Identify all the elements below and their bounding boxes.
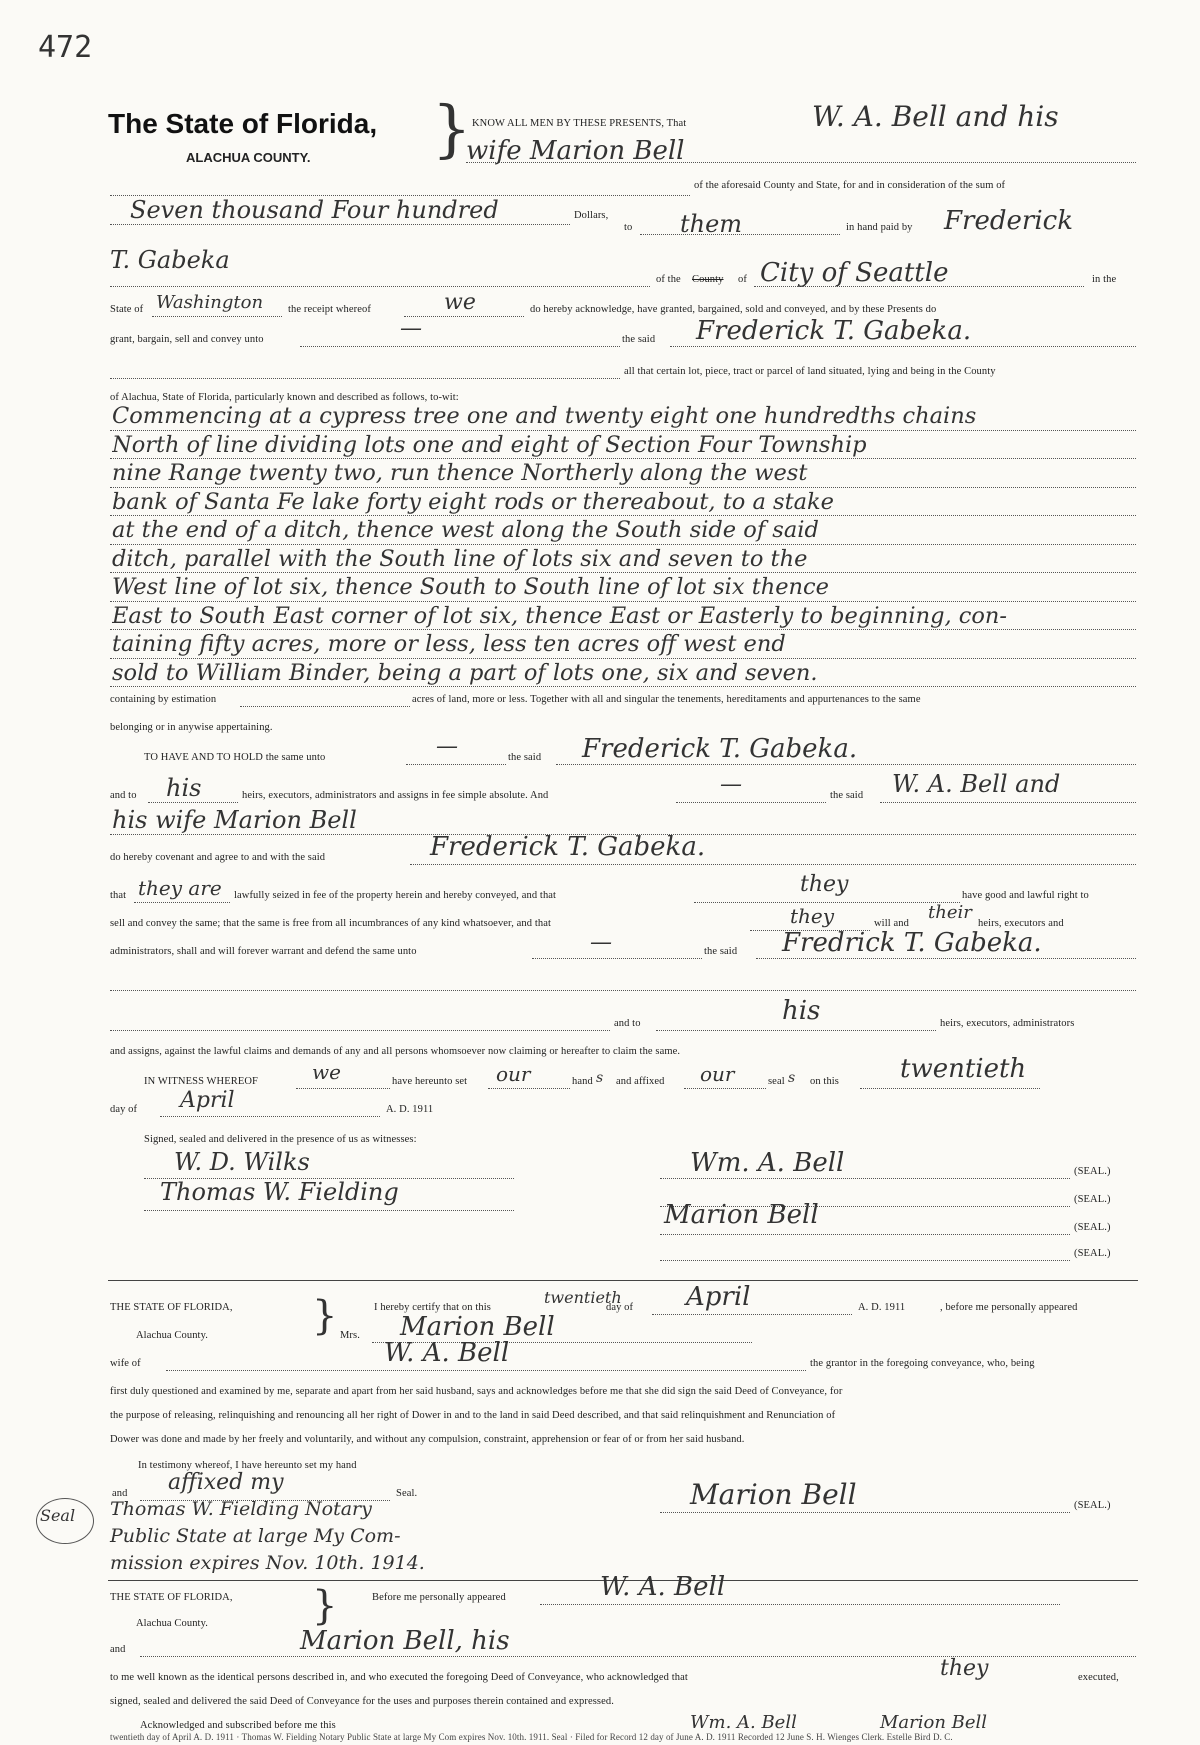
rec-day: 12 xyxy=(775,1732,785,1742)
to-text: to xyxy=(624,222,633,233)
legal-rule xyxy=(110,515,1136,516)
witness2-line xyxy=(144,1210,514,1211)
grantor-again-handwriting: W. A. Bell and xyxy=(892,770,1061,798)
day-of-text: day of xyxy=(110,1104,138,1115)
hands-text: hand xyxy=(572,1076,593,1087)
ack-person-2: Marion Bell, his xyxy=(300,1626,510,1656)
dower-seal: Seal. xyxy=(396,1488,418,1499)
habendum-line xyxy=(406,764,506,765)
ack-notary-1: Thomas W. Fielding Notary xyxy=(241,1732,345,1742)
filed-day: 12 xyxy=(638,1732,648,1742)
state-handwriting: Washington xyxy=(156,292,264,313)
state-line xyxy=(152,316,282,317)
ack-seal-stamp: Seal xyxy=(551,1732,568,1742)
aforesaid-text: of the aforesaid County and State, for and in consideration of the sum of xyxy=(694,180,1006,191)
ack-before: Before me personally appeared xyxy=(372,1592,506,1603)
notary-line: mission expires Nov. 10th. 1914. xyxy=(110,1552,425,1574)
the-said-text: the said xyxy=(622,334,656,345)
state-title: The State of Florida, xyxy=(108,108,378,139)
have-good-text: have good and lawful right to xyxy=(962,890,1089,901)
know-all-text: KNOW ALL MEN BY THESE PRESENTS, That xyxy=(472,118,687,129)
covenant-line xyxy=(410,864,1136,865)
witness-text: IN WITNESS WHEREOF xyxy=(144,1076,258,1087)
grantor-handwriting-2: wife Marion Bell xyxy=(466,136,685,166)
ack-body-2: signed, sealed and delivered the said Deed of Conveyance for the uses and purposes therein contained and expressed. xyxy=(110,1696,614,1707)
and-to-text-2: and to xyxy=(614,1018,641,1029)
ad-text: A. D. 1911 xyxy=(386,1104,434,1115)
ack-they: they xyxy=(940,1656,989,1681)
dower-ad: A. D. 1911 xyxy=(858,1302,906,1313)
wife-of-text: wife of xyxy=(110,1358,141,1369)
grant-dash: — xyxy=(400,316,422,341)
county-heading: ALACHUA COUNTY. xyxy=(186,150,311,165)
legal-line: West line of lot six, thence South to South line of lot six thence xyxy=(112,574,829,600)
that-text: that xyxy=(110,890,127,901)
blank-line-4 xyxy=(110,1030,610,1031)
dower-seal-stamp: Seal xyxy=(40,1506,76,1525)
his-line xyxy=(148,802,238,803)
containing-text: containing by estimation xyxy=(110,694,217,705)
blank-line-3 xyxy=(110,990,1136,991)
ack-and: and xyxy=(110,1644,126,1655)
page-number: 472 xyxy=(38,30,93,65)
seal-label-2: (SEAL.) xyxy=(1074,1194,1111,1205)
legal-line: nine Range twenty two, run thence Northerly along the west xyxy=(112,460,808,486)
covenant-grantee: Frederick T. Gabeka. xyxy=(430,832,706,862)
ack-ad: A. D. 1911 xyxy=(193,1732,234,1742)
filed-month: June xyxy=(676,1732,693,1742)
in-the-text: in the xyxy=(1092,274,1117,285)
dower-brace: } xyxy=(312,1293,338,1339)
dower-month: April xyxy=(686,1282,751,1312)
month-handwriting: April xyxy=(180,1088,235,1113)
administrators-text: administrators, shall and will forever warrant and defend the same unto xyxy=(110,946,417,957)
to-line xyxy=(640,234,840,235)
dower-and: and xyxy=(112,1488,128,1499)
habendum-dash: — xyxy=(436,734,458,759)
they-handwriting-2: they xyxy=(790,904,835,928)
seal-text: seal xyxy=(768,1076,785,1087)
sig-line-1 xyxy=(660,1178,1070,1179)
notary-line: Thomas W. Fielding Notary xyxy=(110,1498,372,1520)
husband-line xyxy=(166,1370,806,1371)
our-line-2 xyxy=(684,1088,766,1089)
dower-county: Alachua County. xyxy=(136,1330,208,1341)
dc-text: D. C. xyxy=(932,1732,953,1742)
they-are-line xyxy=(134,902,230,903)
legal-line: North of line dividing lots one and eight of Section Four Township xyxy=(112,431,867,458)
dower-day: twentieth xyxy=(544,1288,622,1307)
covenant-text: do hereby covenant and agree to and with the said xyxy=(110,852,326,863)
sell-text: sell and convey the same; that the same is free from all incumbrances of any kind whatsoever, and that xyxy=(110,918,552,929)
all-that-text: all that certain lot, piece, tract or parcel of land situated, lying and being in the County xyxy=(624,366,996,377)
legal-rule xyxy=(110,572,1136,573)
city-line xyxy=(754,286,1084,287)
legal-line: bank of Santa Fe lake forty eight rods or thereabout, to a stake xyxy=(112,488,834,515)
on-this-text: on this xyxy=(810,1076,839,1087)
dower-body-3: Dower was done and made by her freely and voluntarily, and without any compulsion, constraint, apprehension or fear of or from her said husband. xyxy=(110,1434,745,1445)
legal-line: ditch, parallel with the South line of lots six and seven to the xyxy=(112,545,808,572)
legal-rule xyxy=(110,601,1136,602)
witness2-signature: Thomas W. Fielding xyxy=(160,1178,399,1206)
grant-text: grant, bargain, sell and convey unto xyxy=(110,334,264,345)
legal-rule xyxy=(110,658,1136,659)
signature-1: Wm. A. Bell xyxy=(690,1148,845,1178)
legal-line: East to South East corner of lot six, thence East or Easterly to beginning, con- xyxy=(112,602,1008,629)
signature-2: Marion Bell xyxy=(664,1200,819,1230)
husband-handwriting: W. A. Bell xyxy=(384,1338,510,1368)
they-are-handwriting: they are xyxy=(138,876,222,900)
ack-brace: } xyxy=(312,1583,338,1629)
sig-line-3 xyxy=(660,1234,1070,1235)
clerk-sig: S. H. Wienges xyxy=(806,1732,860,1742)
and-dash: — xyxy=(720,772,742,797)
month-line xyxy=(160,1116,380,1117)
we-handwriting: we xyxy=(312,1060,341,1084)
dower-before: , before me personally appeared xyxy=(940,1302,1078,1313)
his-handwriting-2: his xyxy=(782,996,821,1026)
grantor-again-line xyxy=(880,802,1136,803)
dower-signature: Marion Bell xyxy=(690,1478,857,1511)
lawfully-text: lawfully seized in fee of the property herein and hereby conveyed, and that xyxy=(234,890,557,901)
and-to-text: and to xyxy=(110,790,137,801)
his-handwriting: his xyxy=(166,774,202,802)
ack-month: April xyxy=(171,1732,192,1742)
dower-body-2: the purpose of releasing, relinquishing and renouncing all her right of Dower in and to the land in said Deed described, and that said relinquishment and Renunciation of xyxy=(110,1410,836,1421)
they-line xyxy=(694,902,960,903)
dower-sig-line xyxy=(660,1512,1070,1513)
the-said-text-2: the said xyxy=(508,752,542,763)
grantee-line xyxy=(670,346,1136,347)
dower-seal-circle xyxy=(36,1498,94,1544)
payer-handwriting: Frederick xyxy=(944,206,1073,236)
have-hereunto-text: have hereunto set xyxy=(392,1076,468,1087)
section-divider xyxy=(108,1280,1138,1281)
testimony-text: In testimony whereof, I have hereunto set my hand xyxy=(138,1460,357,1471)
legal-rule xyxy=(110,430,1136,431)
seal-label-4: (SEAL.) xyxy=(1074,1248,1111,1259)
record-line: twentieth day of April A. D. 1911 · Thomas W. Fielding Notary Public State at large My Com expires Nov. 10th. 1911. Seal · Filed for Record 12 day of June A. D. 1911 Recorded 12 June S. H. Wienges Clerk. Estelle Bird D. C. xyxy=(110,1732,953,1742)
signed-text: Signed, sealed and delivered in the presence of us as witnesses: xyxy=(144,1134,417,1145)
affixed-handwriting: affixed my xyxy=(168,1470,284,1495)
legal-line: sold to William Binder, being a part of lots one, six and seven. xyxy=(112,659,818,686)
rec-month: June xyxy=(787,1732,804,1742)
seal-label-3: (SEAL.) xyxy=(1074,1222,1111,1233)
dollars-text: Dollars, xyxy=(574,210,609,221)
ack-state: THE STATE OF FLORIDA, xyxy=(110,1592,233,1603)
in-hand-text: in hand paid by xyxy=(846,222,913,233)
state-of-text: State of xyxy=(110,304,144,315)
to-handwriting: them xyxy=(680,210,743,238)
hands-s: s xyxy=(596,1070,604,1086)
recorded-text: Recorded xyxy=(737,1732,774,1742)
grantor-line xyxy=(466,162,1136,163)
warrant-grantee-line xyxy=(756,958,1136,959)
dower-notary xyxy=(110,1496,425,1577)
ack-notary-2: Public State at large My Com xyxy=(347,1732,457,1742)
dower-month-line xyxy=(652,1314,852,1315)
and-assigns-text: and assigns, against the lawful claims and demands of any and all persons whomsoever now claiming or hereafter to claim the same. xyxy=(110,1046,681,1057)
payer-line xyxy=(110,286,650,287)
ack-county: Alachua County. xyxy=(136,1618,208,1629)
sum-line xyxy=(110,224,570,225)
grantor-handwriting: W. A. Bell and his xyxy=(812,100,1059,133)
heirs-exec-text-2: heirs, executors, administrators xyxy=(940,1018,1075,1029)
seals-s: s xyxy=(788,1070,796,1086)
grantee-handwriting: Frederick T. Gabeka. xyxy=(696,316,972,346)
dower-day-of: day of xyxy=(606,1302,634,1313)
record-day-of: day of xyxy=(650,1732,674,1742)
ack-signature-1: Wm. A. Bell xyxy=(690,1712,797,1733)
record-ad: A. D. 1911 xyxy=(694,1732,736,1742)
city-handwriting: City of Seattle xyxy=(760,258,949,288)
and-affixed-text: and affixed xyxy=(616,1076,665,1087)
acres-text: acres of land, more or less. Together with all and singular the tenements, hereditaments and appurtenances to the same xyxy=(412,694,921,705)
habendum-grantee-line xyxy=(556,764,1136,765)
legal-rule xyxy=(110,629,1136,630)
and-line xyxy=(676,802,826,803)
they-handwriting: they xyxy=(800,872,849,897)
certify-text: I hereby certify that on this xyxy=(374,1302,491,1313)
ack-body-1: to me well known as the identical persons described in, and who executed the foregoing Deed of Conveyance, who acknowledged that xyxy=(110,1672,688,1683)
the-said-text-4: the said xyxy=(704,946,738,957)
day-handwriting: twentieth xyxy=(900,1054,1027,1084)
habendum-grantee: Frederick T. Gabeka. xyxy=(582,734,858,764)
legal-rule xyxy=(110,458,1136,459)
ack-executed: executed, xyxy=(1078,1672,1119,1683)
our-handwriting: our xyxy=(496,1062,531,1086)
receipt-text: the receipt whereof xyxy=(288,304,371,315)
their-handwriting: their xyxy=(928,902,972,923)
warrant-grantee: Fredrick T. Gabeka. xyxy=(782,928,1042,958)
will-and-text: will and xyxy=(874,918,909,929)
belonging-text: belonging or in anywise appertaining. xyxy=(110,722,273,733)
grant-line xyxy=(300,346,620,347)
dower-state: THE STATE OF FLORIDA, xyxy=(110,1302,233,1313)
of-text: of xyxy=(738,274,747,285)
sum-handwriting: Seven thousand Four hundred xyxy=(130,196,499,224)
legal-rule xyxy=(110,544,1136,545)
legal-line: taining fifty acres, more or less, less ten acres off west end xyxy=(112,631,786,657)
dower-grantor-text: the grantor in the foregoing conveyance, who, being xyxy=(810,1358,1035,1369)
seal-label-1: (SEAL.) xyxy=(1074,1166,1111,1177)
dower-body-1: first duly questioned and examined by me, separate and apart from her said husband, says and acknowledges before me that she did sign the said Deed of Conveyance, for xyxy=(110,1386,843,1397)
legal-line: Commencing at a cypress tree one and twenty eight one hundredths chains xyxy=(112,403,977,429)
the-said-text-3: the said xyxy=(830,790,864,801)
ack-day: twentieth xyxy=(110,1732,145,1742)
notary-line: Public State at large My Com- xyxy=(110,1525,401,1547)
dower-seal-label: (SEAL.) xyxy=(1074,1500,1111,1511)
blank-line-2 xyxy=(110,378,620,379)
acres-line xyxy=(240,706,410,707)
day-line xyxy=(860,1088,1040,1089)
ack-person-line xyxy=(540,1604,1060,1605)
ack-sworn: Acknowledged and subscribed before me this xyxy=(140,1720,336,1731)
of-the-text: of the xyxy=(656,274,681,285)
heirs-text: heirs, executors, administrators and assigns in fee simple absolute. And xyxy=(242,790,549,801)
we-line xyxy=(296,1088,390,1089)
county-struck-text: County xyxy=(692,274,724,285)
warrant-dash: — xyxy=(590,930,612,955)
ack-person: W. A. Bell xyxy=(600,1572,726,1602)
mrs-handwriting: Marion Bell xyxy=(400,1312,555,1342)
receipt-line xyxy=(404,316,524,317)
witness1-signature: W. D. Wilks xyxy=(174,1148,310,1176)
legal-line: at the end of a ditch, thence west along the South side of said xyxy=(112,517,819,543)
sig-line-4 xyxy=(660,1260,1070,1261)
to-have-text: TO HAVE AND TO HOLD the same unto xyxy=(144,752,326,763)
our-handwriting-2: our xyxy=(700,1062,735,1086)
payer-handwriting-2: T. Gabeka xyxy=(110,246,230,274)
heirs-exec-text: heirs, executors and xyxy=(978,918,1064,929)
dc-sig: Estelle Bird xyxy=(886,1732,931,1742)
filed-text: Filed for Record xyxy=(575,1732,637,1742)
legal-rule xyxy=(110,487,1136,488)
our-line xyxy=(488,1088,570,1089)
mrs-text: Mrs. xyxy=(340,1330,360,1341)
header-brace: } xyxy=(432,92,472,165)
legal-rule xyxy=(110,686,1136,687)
of-alachua-text: of Alachua, State of Florida, particularly known and described as follows, to-wit: xyxy=(110,392,459,403)
acknowledge-text: do hereby acknowledge, have granted, bargained, sold and conveyed, and by these Presents do xyxy=(530,304,937,315)
clerk-text: Clerk. xyxy=(861,1732,885,1742)
his-line-2 xyxy=(656,1030,936,1031)
ack-signature-2: Marion Bell xyxy=(880,1712,988,1733)
ack-day-of: day of xyxy=(146,1732,171,1742)
grantor-again-handwriting-2: his wife Marion Bell xyxy=(112,806,357,834)
receipt-handwriting: we xyxy=(444,290,476,315)
warrant-dash-line xyxy=(532,958,702,959)
ack-notary-3: expires Nov. 10th. 1911. xyxy=(458,1732,550,1742)
